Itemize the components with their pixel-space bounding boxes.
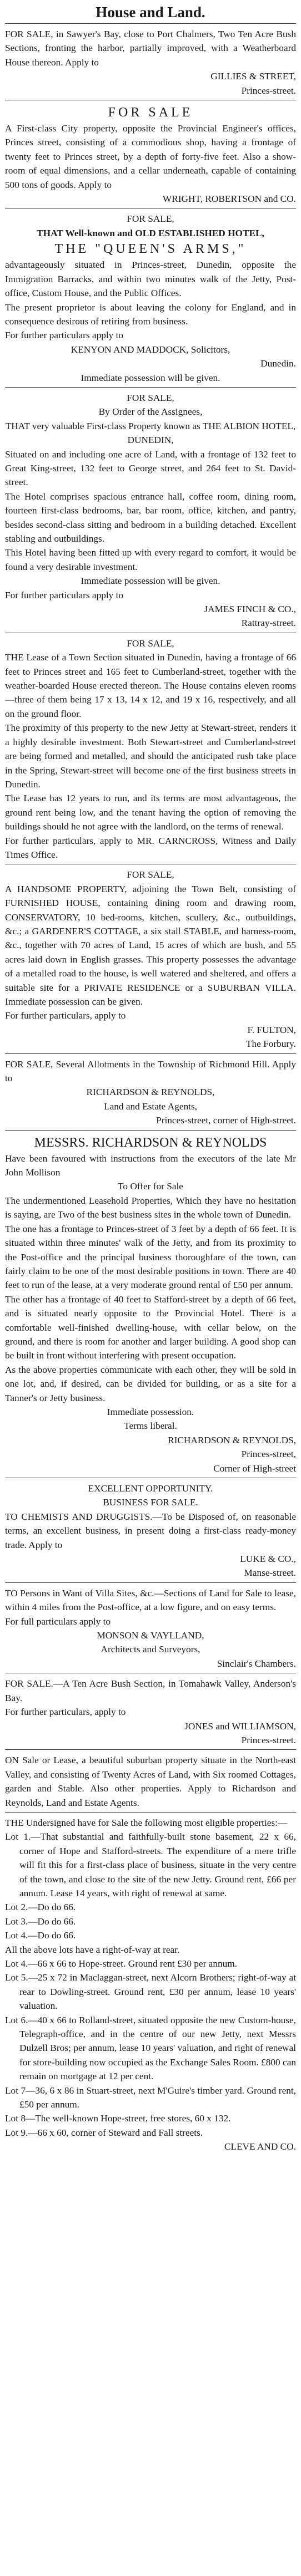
advertisement	[5, 1812, 296, 2154]
advertisement	[5, 100, 296, 206]
ad-paragraph: RICHARDSON & REYNOLDS,	[168, 1434, 296, 1445]
ad-paragraph: For further particulars apply to	[5, 330, 124, 341]
ad-paragraph: THAT very valuable First-class Property known as THE ALBION HOTEL, DUNEDIN,	[5, 420, 296, 446]
ad-paragraph: FOR SALE.—A Ten Acre Bush Section, in Tomahawk Valley, Anderson's Bay.	[5, 1678, 296, 1703]
ad-paragraph: TO CHEMISTS AND DRUGGISTS.—To be Disposed of, on reasonable terms, an excellent business, in present doing a first-class ready-money trade. Apply to	[5, 1511, 296, 1550]
ad-paragraph: FOR SALE,	[127, 869, 174, 880]
ad-paragraph: advantageously situated in Princes-street, Dunedin, opposite the Immigration Barracks, and within two minutes walk of the Jetty, Post-office, Custom House, and the Public Offices.	[5, 259, 296, 299]
ad-paragraph: GILLIES & STREET,	[210, 71, 296, 82]
ad-paragraph: Lot 4.—Do do 66.	[5, 1930, 76, 1941]
ad-paragraph: THE "QUEEN'S ARMS,"	[54, 242, 247, 257]
ad-paragraph: MESSRS. RICHARDSON & REYNOLDS	[34, 1135, 267, 1150]
ad-paragraph: Princes-street, corner of High-street.	[156, 1115, 296, 1126]
ad-paragraph: THE Undersigned have for Sale the following most eligible properties:—	[5, 1817, 288, 1828]
ad-paragraph: For full particulars apply to	[5, 1616, 111, 1627]
ad-paragraph: The Lease has 12 years to run, and its terms are most advantageous, the ground rent being low, and the tenant having the option of removing the buildings should he not agree with the landlord, on the terms of renewal.	[5, 793, 296, 832]
ad-paragraph: Princes-street,	[241, 1449, 296, 1460]
ad-paragraph: Immediate possession will be given.	[81, 372, 220, 383]
section-heading: House and Land.	[96, 4, 205, 21]
ad-paragraph: CLEVE AND CO.	[224, 2141, 296, 2152]
ad-paragraph: Corner of High-street	[213, 1463, 296, 1474]
ad-paragraph: FOR SALE,	[127, 392, 174, 403]
ad-paragraph: Princes-street.	[241, 85, 296, 96]
ad-paragraph: FOR SALE,	[127, 213, 174, 225]
ad-paragraph: The undermentioned Leasehold Properties, Which they have no hesitation is saying, are Two of the best business sites in the whole town of Dunedin.	[5, 1195, 296, 1220]
ad-paragraph: To Offer for Sale	[118, 1181, 183, 1192]
ad-paragraph: MONSON & VAYLLAND,	[97, 1630, 204, 1641]
ad-paragraph: JONES and WILLIAMSON,	[184, 1720, 296, 1732]
ad-paragraph: Architects and Surveyors,	[101, 1644, 200, 1655]
ad-paragraph: For further particulars, apply to	[5, 1010, 126, 1021]
ad-paragraph: Rattray-street.	[241, 618, 296, 629]
ad-paragraph: WRIGHT, ROBERTSON and CO.	[162, 194, 296, 205]
ad-paragraph: Lot 2.—Do do 66.	[5, 1902, 76, 1913]
ad-paragraph: The present proprietor is about leaving the colony for England, and in consequence desirous of retiring from business.	[5, 302, 296, 327]
ad-paragraph: For further particulars apply to	[5, 589, 124, 600]
ad-paragraph: By Order of the Assignees,	[98, 406, 203, 418]
ad-paragraph: THAT Well-known and OLD ESTABLISHED HOTEL,	[37, 227, 264, 238]
ad-paragraph: FOR SALE,	[127, 638, 174, 649]
ad-paragraph: FOR SALE	[108, 105, 193, 120]
ad-paragraph: The proximity of this property to the new Jetty at Stewart-street, renders it a highly desirable investment. Both Stewart-street and Cumberland-street are being formed and metalled, and should the anticipated rush take place in the Spring, Stewart-street will become one of the first business streets in Dunedin.	[5, 722, 296, 790]
ad-paragraph: For further particulars, apply to MR. CARNCROSS, Witness and Daily Times Office.	[5, 835, 296, 860]
advertisement	[5, 864, 296, 1051]
ad-paragraph: Manse-street.	[244, 1567, 296, 1579]
ad-paragraph: A HANDSOME PROPERTY, adjoining the Town Belt, consisting of FURNISHED HOUSE, containing dining room and drawing room, CONSERVATORY, 10 bed-rooms, kitchen, scullery, &c., outbuildings, &c.; a GARDENER'S COTTAGE, a six stall STABLE, and harness-room, &c., together with 70 acres of Land, 15 acres of which are bush, and 55 acres laid down in English grasses. This property possesses the advantage of a metalled road to the house, is well watered and sheltered, and offers a suitable site for a PRIVATE RESIDENCE or a SUBURBAN VILLA. Immediate possession can be given.	[5, 883, 296, 1007]
advertisement	[5, 1478, 296, 1580]
ad-paragraph: KENYON AND MADDOCK, Solicitors,	[71, 344, 230, 355]
ad-paragraph: EXCELLENT OPPORTUNITY.	[88, 1483, 213, 1494]
ad-paragraph: FOR SALE, in Sawyer's Bay, close to Port Chalmers, Two Ten Acre Bush Sections, fronting the harbor, partially improved, with a Weatherboard House thereon. Apply to	[5, 29, 296, 68]
advertisement-list	[5, 23, 296, 2154]
ad-paragraph: Lot 8—The well-known Hope-street, free stores, 60 x 132.	[5, 2113, 231, 2124]
ad-paragraph: Lot 3.—Do do 66.	[5, 1916, 76, 1927]
ad-paragraph: As the above properties communicate with each other, they will be sold in one lot, and, if desired, can be divided for building, or as a site for a Tanner's or Jetty business.	[5, 1364, 296, 1403]
ad-paragraph: FOR SALE, Several Allotments in the Township of Richmond Hill. Apply to	[5, 1058, 296, 1084]
advertisement	[5, 387, 296, 630]
ad-paragraph: Lot 6.—40 x 66 to Rolland-street, situated opposite the new Custom-house, Telegraph-office, and in the centre of our new Jetty, next Messrs Dulzell Bros; per annum, lease 10 years' valuation, and right of renewal for store-building now occupied as the Exchange Sales Room. £800 can remain on mortgage at 12 per cent.	[5, 2014, 296, 2082]
ad-paragraph: Land and Estate Agents,	[104, 1101, 197, 1112]
advertisement	[5, 208, 296, 384]
ad-paragraph: Lot 7—36, 6 x 86 in Stuart-street, next M'Guire's timber yard. Ground rent, £50 per annum.	[5, 2085, 296, 2110]
ad-paragraph: LUKE & CO.,	[240, 1554, 296, 1565]
ad-paragraph: For further particulars, apply to	[5, 1707, 126, 1718]
ad-paragraph: Sinclair's Chambers.	[217, 1658, 296, 1669]
ad-paragraph: The Hotel comprises spacious entrance hall, coffee room, dining room, fourteen first-class bedrooms, bar, bar room, office, kitchen, and pantry, besides second-class sitting and bedroom in a building detached. Excellent stabling and outbuildings.	[5, 491, 296, 544]
advertisement	[5, 1130, 296, 1475]
advertisement	[5, 1749, 296, 1810]
advertisement	[5, 1582, 296, 1671]
ad-paragraph: Immediate possession.	[107, 1406, 194, 1417]
ad-paragraph: A First-class City property, opposite the Provincial Engineer's offices, Princes street, consisting of a commodious shop, having a frontage of twenty feet to Princes street, by a depth of forty-five feet. Also a show-room of equal dimensions, and a cellar underneath, capable of containing 500 tons of goods. Apply to	[5, 123, 296, 190]
ad-paragraph: Immediate possession will be given.	[81, 576, 220, 587]
ad-paragraph: Lot 1.—That substantial and faithfully-built stone basement, 22 x 66, corner of Hope and Stafford-streets. The expenditure of a mere trifle will fit this for a first-class place of business, situate in the very centre of the town, and close to the site of the new Jetty. Ground rent, £66 per annum. Lease 14 years, with right of renewal at same.	[5, 1831, 296, 1898]
ad-paragraph: Lot 9.—66 x 60, corner of Steward and Fall streets.	[5, 2127, 203, 2138]
ad-paragraph: Lot 5.—25 x 72 in Maclaggan-street, next Alcorn Brothers; right-of-way at rear to Dowling-street. Ground rent, £30 per annum, lease 10 years' valuation.	[5, 1972, 296, 2012]
ad-paragraph: THE Lease of a Town Section situated in Dunedin, having a frontage of 66 feet to Princes street and 165 feet to Cumberland-street, together with the weather-boarded House erected thereon. The House contains eleven rooms—three of them being 17 x 13, 14 x 12, and 19 x 16, respectively, and all on the ground floor.	[5, 652, 296, 719]
ad-paragraph: F. FULTON,	[247, 1024, 296, 1035]
ad-paragraph: JAMES FINCH & CO.,	[204, 604, 296, 615]
ad-paragraph: All the above lots have a right-of-way at rear.	[5, 1944, 180, 1955]
advertisement	[5, 1053, 296, 1128]
ad-paragraph: Situated on and including one acre of Land, with a frontage of 132 feet to Great King-street, 132 feet to George street, and 264 feet to St. David-street.	[5, 449, 296, 488]
ad-paragraph: RICHARDSON & REYNOLDS,	[86, 1087, 215, 1098]
ad-paragraph: BUSINESS FOR SALE.	[103, 1497, 198, 1508]
ad-paragraph: The other has a frontage of 40 feet to Stafford-street by a depth of 66 feet, and is situated nearly opposite to the Provincial Hotel. There is a comfortable well-finished dwelling-house, with cellar below, on the ground, and there is room for another and larger building. A good shop can be built in front without interfering with present occupation.	[5, 1294, 296, 1361]
ad-paragraph: This Hotel having been fitted up with every regard to comfort, it would be found a very desirable investment.	[5, 547, 296, 572]
advertisement	[5, 633, 296, 862]
advertisement	[5, 1673, 296, 1747]
ad-paragraph: TO Persons in Want of Villa Sites, &c.—Sections of Land for Sale to lease, within 4 miles from the Post-office, at a low figure, and on easy terms.	[5, 1587, 296, 1613]
advertisement	[5, 23, 296, 98]
ad-paragraph: Have been favoured with instructions from the executors of the late Mr John Mollison	[5, 1153, 296, 1178]
ad-paragraph: Lot 4.—66 x 66 to Hope-street. Ground rent £30 per annum.	[5, 1958, 238, 1969]
ad-paragraph: The Forbury.	[245, 1038, 296, 1050]
ad-paragraph: Dunedin.	[260, 358, 296, 369]
ad-paragraph: Princes-street.	[241, 1734, 296, 1745]
ad-paragraph: The one has a frontage to Princes-street of 3 feet by a depth of 66 feet. It is situated within three minutes' walk of the Jetty, and from its proximity to the Post-office and the principal business thoroughfare of the town, can fairly claim to be one of the most desirable positions in town. There are 40 feet to run of the lease, at a very moderate ground rental of £50 per annum.	[5, 1223, 296, 1291]
ad-paragraph: Terms liberal.	[124, 1421, 177, 1432]
ad-paragraph: ON Sale or Lease, a beautiful suburban property situate in the North-east Valley, and consisting of Twenty Acres of Land, with Six roomed Cottages, garden and Stable. Also other properties. Apply to Richardson and Reynolds, Land and Estate Agents.	[5, 1755, 296, 1808]
